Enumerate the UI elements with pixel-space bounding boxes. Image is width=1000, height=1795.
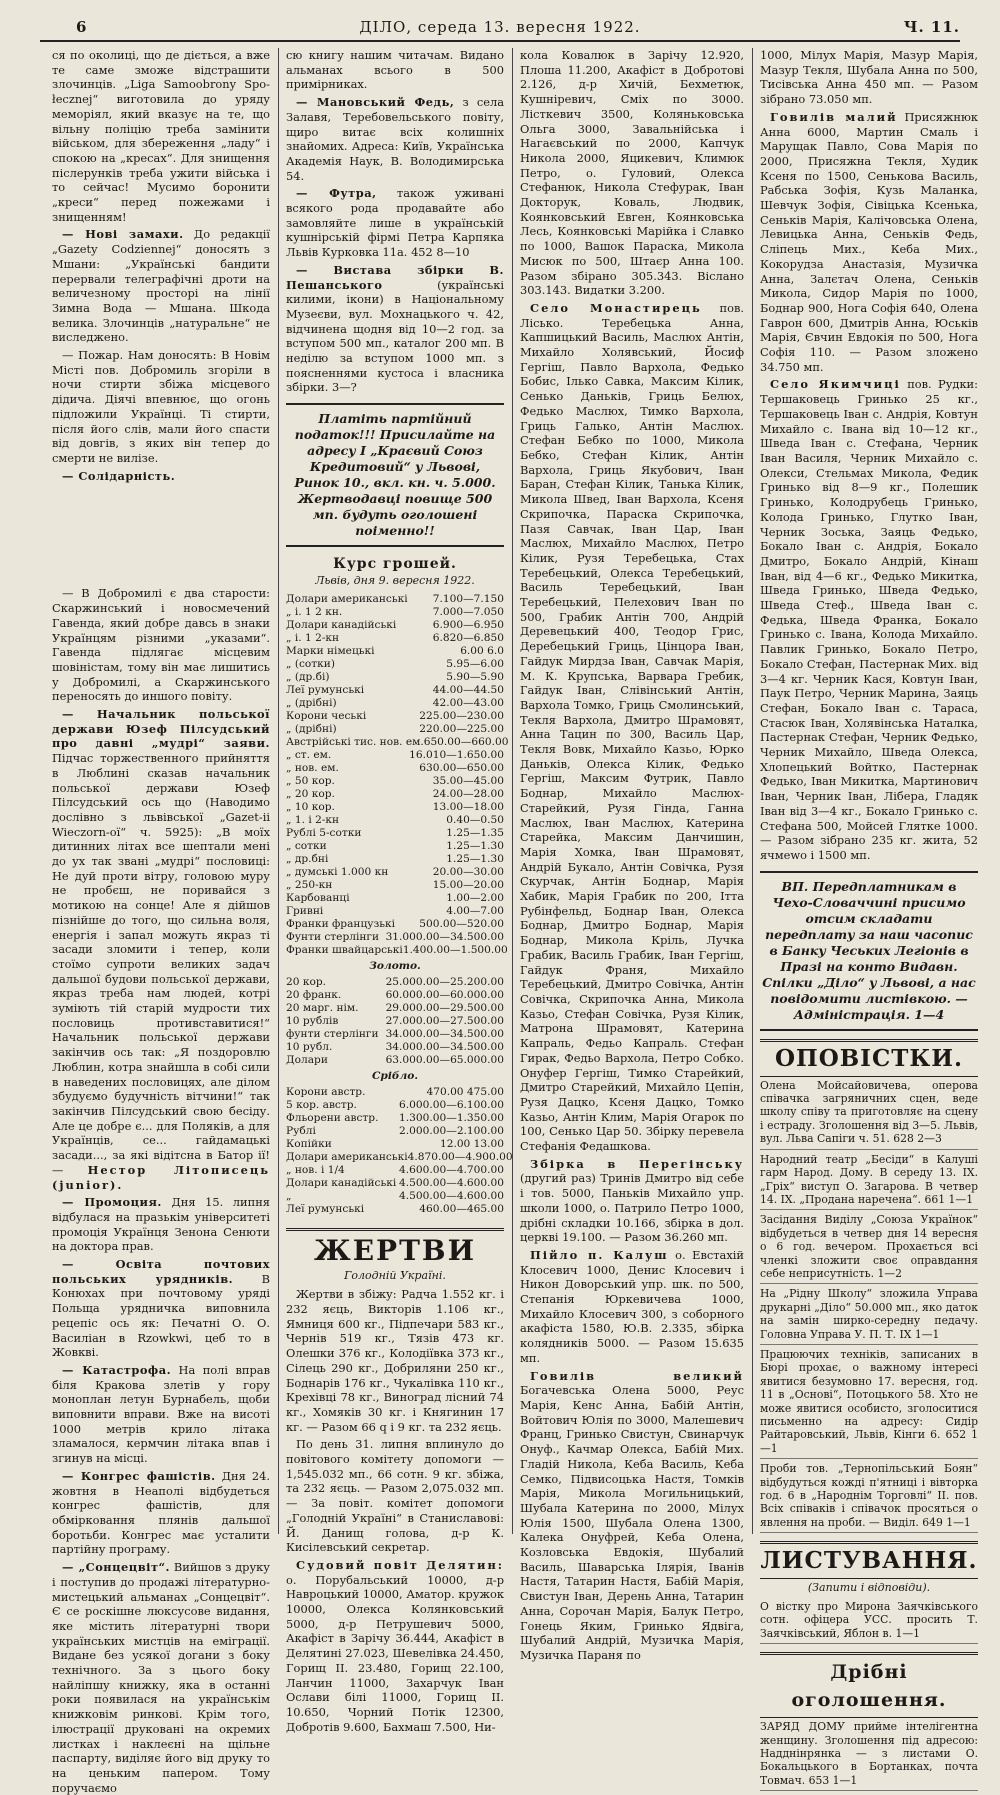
currency-rate: 1.00—2.00	[446, 891, 504, 904]
column-1	[52, 48, 270, 1795]
currency-rate: 225.00—230.00	[419, 709, 504, 722]
currency-rate: 4.870.00—4.900.00	[407, 1150, 513, 1163]
exchange-row	[286, 976, 504, 989]
currency-name: Гривні	[286, 904, 324, 917]
exchange-row	[286, 1002, 504, 1015]
currency-name: Долари американські	[286, 1150, 408, 1163]
currency-rate: 5.95—6.00	[446, 657, 504, 670]
exchange-row	[286, 632, 504, 645]
letter-entry: О вістку про Мирона Заячківського сотн. офіцера УСС. просить Т. Заячківський, Яблон в. 1—1	[760, 1600, 978, 1644]
exchange-row	[286, 943, 508, 957]
donations-yakymchytsi: Село Якимчиці пов. Рудки: Тершаковець Гринько 25 кг., Тершаковець Іван с. Андрія, Ковтун Михайло с. Івана від 10—12 кг., Шведа Іван с. Стефана, Черник Іван Василя, Черник Михайло с. Олекси, Стельмах Микола, Федик Гринько від 8—9 кг., Полешик Гринько, Колодрубець Гринько, Колода Гринько, Глутко Іван, Черник Зоська, Заяць Федько, Бокало Іван с. Андрія, Бокало Дмитро, Бокало Андрій, Кінаш Іван, від 4—6 кг., Федько Микитка, Шведа Гринько, Шведа Федько, Шведа Стеф., Шведа Іван с. Федька, Шведа Франка, Бокало Гринько с. Івана, Колода Михайло. Павлик Гринько, Бокало Петро, Бокало Стефан, Пастернак Мих. від 3—4 кг. Черник Кася, Ковтун Іван, Паук Петро, Черник Марина, Заяць Стефан, Бокало Іван с. Тараса, Стасюк Іван, Холявінська Наталка, Пастернак Стефан, Черник Федько, Черник Михайло, Шведа Олекса, Хлопецький Войтко, Пастернак Федько, Іван Микитка, Мартинович Іван, Черник Іван, Лібера, Гладяк Іван від 3—4 кг., Бокало Гринько с. Стефана 500, Мойсей Глятке 1000. — Разом зібрано 235 кг. жита, 52 ячмеwо і 1500 мп.	[760, 377, 978, 862]
currency-rate: 4.500.00—4.600.00	[399, 1176, 504, 1189]
article-sontsetsvit: — „Сонцецвіт“. Вийшов з друку і поступив до продажі літературно-мистецький альманах „Сонцецвіт“. Є се роскішне люксусове видання, яке містить літературні твори українських мистців на еміграції. Видане без усякої догани з боку технічного. За з цього боку найліпшу книжку, яка в останні роки появилася на українськім книжковім ринкові. Крім того, ілюстрації друковані на окремих листках і наклеєні на щільне паспарту, виділяє його від друку то на ценьким папером. Тому поручаємо	[52, 1560, 270, 1795]
exchange-row	[286, 1112, 504, 1125]
donations-piilo: Пійло п. Калуш о. Евстахій Клосевич 1000, Денис Клосевич і Никон Доворський упр. шк. по 500, Степанія Юркевичева 1000, Михайло Клосевич 300, з соборного акафіста 1580, Ю.В. 2.335, збірка колядників 5000. — Разом 15.635 мп.	[520, 1247, 744, 1365]
exchange-row	[286, 762, 504, 775]
notice-manovskyi: — Мановський Федь, з села Залавя, Теребовельського повіту, щиро витає всіх колишніх знайомих. Адреса: Київ, Українська Академія Наук, В. Володимирська 54.	[286, 95, 504, 183]
currency-rate: 29.000.00—29.500.00	[385, 1001, 504, 1014]
currency-name: Рублі	[286, 1124, 316, 1137]
currency-rate: 460.00—465.00	[419, 1202, 504, 1215]
currency-name: „ (сотки)	[286, 657, 335, 670]
column-divider	[752, 48, 753, 1534]
currency-rate: 1.400.00—1.500.00	[402, 943, 508, 956]
exchange-row	[286, 918, 504, 931]
exchange-row	[286, 710, 504, 723]
currency-name: Корони австр.	[286, 1085, 366, 1098]
gold-title: Золото.	[369, 959, 421, 972]
exchange-row	[286, 619, 504, 632]
exchange-row	[286, 775, 504, 788]
currency-rate: 1.25—1.30	[446, 852, 504, 865]
exchange-row	[286, 840, 504, 853]
currency-name: Франки французькі	[286, 917, 396, 930]
donations-hovyliv-malyi: Говилів малий Присяжнюк Анна 6000, Мартин Смаль і Марущак Павло, Сова Марія по 2000, Присяжна Текля, Худик Ксеня по 1500, Сенькова Василь, Рабська Зофія, Кузь Маланка, Шевчук Зофія, Сівіцька Ксенька, Сеньків Марія, Калічовська Олена, Левицька Анна, Сеньків Федь, Сліпець Мих., Кеба Мих., Кокорудза Анастазія, Музичка Анна, Залєтач Олена, Сеньків Микола, Сидор Марія по 1000, Боднар 900, Нога Софія 640, Олена Гаврон 600, Дмитрів Анна, Юськів Марія, Євчин Евдокія по 500, Нога Софія 110. — Разом зложено 34.750 мп.	[760, 109, 978, 374]
exchange-row	[286, 1203, 504, 1216]
currency-name: Корони чеські	[286, 709, 367, 722]
zhertvy-subheading: Голодній Україні.	[344, 1268, 446, 1282]
exchange-row	[286, 905, 504, 918]
party-tax-notice: Платіть партійний податок!!! Присилайте на адресу І „Краєвий Союз Кредитовий“ у Львові, Ринок 10., вкл. кн. ч. 5.000. Жертводавці повище 500 мп. будуть оголошені поіменно!!	[286, 403, 504, 547]
exchange-row	[286, 684, 504, 697]
currency-name: „ (дрібні)	[286, 696, 337, 709]
donations-grain: Жертви в збіжу: Радча 1.552 кг. і 232 яєць, Викторів 1.106 кг., Ямниця 600 кг., Підпечари 583 кг., Чернів 519 кг., Тязів 473 кг. Олешки 376 кг., Колодіївка 373 кг., Сілець 290 кг., Добриляни 250 кг., Боднарів 176 кг., Чукалівка 110 кг., Крехівці 78 кг., Виноград лісний 74 кг., Хомяків 30 кг. і Княгинин 17 кг. — Разом 66 q і 9 кг. та 232 яєць.	[286, 1287, 504, 1434]
column-4	[760, 48, 978, 1787]
donations-summary: По день 31. липня вплинуло до повітового комітету допомоги — 1,545.032 мп., 66 сотн. 9 кг. збіжа, та 232 яєць. — Разом 2,075.032 мп. — За повіт. комітет допомоги „Голодній Україні“ в Станиславові: Й. Данищ голова, д-р К. Кисілевський секретар.	[286, 1437, 504, 1555]
column-divider	[278, 48, 279, 1534]
currency-rate: 6.820—6.850	[432, 631, 504, 644]
currency-name: 10 рублів	[286, 1014, 339, 1027]
donations-text: кола Ковалюк в Зарічу 12.920, Плоша 11.200, Акафіст в Добротові 2.126, д-р Хичій, Бехметюк, Кушніревич, Сміх по 3000. Лісткевич 3500, Коляньковська Ольга 3000, Завальнійська і Нагаєвський по 2000, Капчук Никола 2000, Яцикевич, Климюк Петро, о. Гуловий, Олекса Стефанюк, Никола Стефурак, Іван Докторук, Коваль, Людвик, Коянковський Евген, Коянковська Лесь, Коянковські Марійка і Славко по 1000, Вашок Параска, Микола Мисюк по 500, Штаєр Анна 100. Разом збірано 305.343. Віслано 303.143. Видатки 3.200.	[520, 48, 744, 298]
currency-rate: 1.25—1.35	[446, 826, 504, 839]
currency-name: „ думські 1.000 кн	[286, 865, 389, 878]
currency-rate: 15.00—20.00	[432, 878, 504, 891]
exchange-table	[286, 592, 509, 957]
article-dobromyl: — В Добромилі є два старости: Скаржинський і новосмечений Гавенда, який добре давсь в знаки Українцям різними „указами“. Гавенда підлягає місцевим шовіністам, тому він має лишитись у Добромилі, а Скаржинського переносять до иншого повіту.	[52, 586, 270, 704]
masthead-date: ДІЛО, середа 13. вересня 1922.	[359, 18, 641, 36]
currency-name: 20 кор.	[286, 975, 326, 988]
silver-table	[286, 1085, 513, 1216]
donations-monastyrets: Село Монастирець пов. Лісько. Теребецька Анна, Капшицький Василь, Маслюх Антін, Михайло Холявський, Йосиф Гергіш, Павло Вархола, Федько Бобис, Ілько Савка, Максим Кілик, Сенько Даньків, Гриць Белюх, Федько Маслюх, Тимко Вархола, Гриць Галько, Антін Маслюх. Стефан Бебко по 1000, Микола Бебко, Стефан Кілик, Антін Вархола, Гриць Якубович, Іван Баран, Стефан Кілик, Танька Кілик, Микола Швед, Іван Вархола, Ксеня Скрипочка, Параска Скрипочка, Пазя Савчак, Іван Цар, Іван Маслюх, Михайло Маслюх, Петро Кілик, Рузя Теребецька, Стах Теребецький, Олекса Теребецький, Василь Теребецький, Іван Теребецький, Пелехович Іван по 500, Грабик Антін 700, Андрій Деревецький 400, Теодор Грис, Деребецький Гриць, Цінцора Іван, Гайдук Мирдза Іван, Савчак Марія, М. К. Крупська, Варвара Гребик, Гайдук Іван, Слівінський Антін, Вархола Томко, Гриць Смолинський, Текля Вархола, Дмитро Шрамовят, Анна Тацин по 300, Василь Цар, Текля Вовк, Михайло Казьо, Юрко Даньків, Олекса Кілик, Федько Гергіш, Максим Футрик, Павло Боднар, Михайло Маслюх-Старейкий, Рузя Гінда, Ганна Маслюх, Іван Маслюх, Катерина Старейка, Максим Данчишин, Марія Хомка, Іван Шрамовят, Андрій Букало, Антін Совічка, Рузя Скурчак, Антін Боднар, Марія Хабик, Марія Грабик по 200, Ітта Рубінфельд, Боднар Іван, Олекса Боднар, Дмитро Боднар, Марія Боднар, Микола Кріль, Лучка Грабик, Василь Грабик, Іван Гергіш, Гайдук Франя, Михайло Теребецький, Дмитро Совічка, Антін Совічка, Скрипочка Анна, Микола Казьо, Стефан Совічка, Рузя Кілик, Матрона Шрамовят, Катерина Капраль, Федьо Капраль. Стефан Гирак, Федьо Вархола, Петро Собко. Онуфер Гергіш, Тимко Старейкий, Дмитро Старейкий, Михайло Цепін, Рузя Дацко, Ксеня Дацко, Томко Казьо, Антін Клим, Марія Огарок по 100, Сенько Цар 50. Збірку перевела Стефанія Федашкова.	[520, 300, 744, 1154]
classified-entry: ЗАРЯД ДОМУ прийме інтелігентна женщину. Зголошення під адресою: Надднінрянка — з листами О. Бокальцького в Бортанках, почта Товмач. 653 1—1	[760, 1720, 978, 1791]
blank-space	[52, 486, 270, 586]
currency-name: „ і. 1 2 кн.	[286, 605, 343, 618]
currency-name: 10 рубл.	[286, 1040, 333, 1053]
currency-name: Фльорени австр.	[286, 1111, 379, 1124]
opovistky-heading: ОПОВІСТКИ.	[760, 1039, 978, 1077]
currency-name: Карбованці	[286, 891, 350, 904]
donations-text: 1000, Мілух Марія, Мазур Марія, Мазур Текля, Шубала Анна по 500, Тисівська Анна 450 мп. — Разом зібрано 73.050 мп.	[760, 48, 978, 107]
currency-rate: 63.000.00—65.000.00	[385, 1053, 504, 1066]
currency-name: Долари канадійські	[286, 1176, 397, 1189]
notice-exhibition: — Вистава збірки В. Пешанського (українські килими, ікони) в Національному Музеєви, вул. Мохнацького ч. 42, відчинена щодня від 10—2 год. за вступом 500 мп., каталог 200 мп. В неділю за вступом 1000 мп. з поясненнями кустоса і власника збірки. 3—?	[286, 262, 504, 395]
notice-entry: Олена Мойсайовичева, оперова співачка загряничних сцен, веде школу співу та приготовляє на сцену і естраду. Зголошення від 3—5. Львів, вул. Льва Сапіги ч. 51. 628 2—3	[760, 1079, 978, 1150]
article-catastrophe: — Катастрофа. На полі вправ біля Кракова злетів у гору моноплан летун Бурнабель, щоби виповнити вправи. Вже на висоті 1000 метрів крило літака зламалося, кермчин літака впав і згинув на місці.	[52, 1362, 270, 1466]
currency-name: „ 10 кор.	[286, 800, 335, 813]
currency-name: Долари	[286, 1053, 328, 1066]
currency-rate: 35.00—45.00	[432, 774, 504, 787]
currency-rate: 20.00—30.00	[432, 865, 504, 878]
exchange-row	[286, 1150, 513, 1164]
currency-rate: 6.900—6.950	[432, 618, 504, 631]
lystuvannia-subheading: (Запити і відповіди).	[807, 1581, 931, 1595]
exchange-row	[286, 1138, 504, 1151]
notice-entry: Народний театр „Бесіди“ в Калуші гарм Народ. Дому. В середу 13. IX. „Гріх“ виступ О. Загарова. В четвер 14. IX. „Продана наречена“. 661 1—1	[760, 1153, 978, 1211]
exchange-row	[286, 1164, 504, 1177]
currency-rate: 4.00—7.00	[446, 904, 504, 917]
currency-name: „ сотки	[286, 839, 327, 852]
article-postal: — Освіта почтових польських урядників. В Конюхах при почтовому уряді Польща урядничка виповнила рецепіс ось як: Печатні О. О. Василіан в Rzowkwi, цеб то в Жовкві.	[52, 1257, 270, 1360]
currency-rate: 60.000.00—60.000.00	[385, 988, 504, 1001]
currency-rate: 27.000.00—27.500.00	[385, 1014, 504, 1027]
currency-rate: 7.000—7.050	[432, 605, 504, 618]
exchange-date: Львів, дня 9. вересня 1922.	[315, 573, 475, 587]
zhertvy-heading: ЖЕРТВИ	[286, 1228, 504, 1267]
currency-name: Австрійські тис. нов. ем.	[286, 735, 424, 748]
column-2	[286, 48, 513, 1734]
currency-rate: 4.600.00—4.700.00	[399, 1163, 504, 1176]
currency-rate: 7.100—7.150	[432, 592, 504, 605]
lystuvannia-heading: ЛИСТУВАННЯ.	[760, 1541, 978, 1579]
currency-name: Леї румунські	[286, 683, 365, 696]
currency-name: „	[286, 1189, 292, 1202]
currency-name: „ др.бні	[286, 852, 329, 865]
currency-name: „ і. 1 2-кн	[286, 631, 340, 644]
exchange-row	[286, 931, 504, 944]
currency-rate: 220.00—225.00	[419, 722, 504, 735]
exchange-title: Курс грошей.	[333, 556, 457, 573]
notice-entry: На „Рідну Школу“ зложила Управа друкарні „Діло“ 50.000 мп., яко даток на замін ширко-середну педачу. Головна Управа У. П. Т. IX 1—1	[760, 1287, 978, 1345]
currency-name: Рублі 5-сотки	[286, 826, 362, 839]
exchange-row	[286, 723, 504, 736]
issue-number: Ч. 11.	[903, 18, 960, 36]
exchange-row	[286, 735, 509, 749]
exchange-row	[286, 788, 504, 801]
article-promotion: — Промоция. Дня 15. липня відбулася на празькім університеті промоція Українця Зенона Сенюти на доктора прав.	[52, 1195, 270, 1254]
article-pozhar: — Пожар. Нам доносять: В Новім Місті пов. Добромиль згоріли в ночи стирти збіжа місцевого дідича. Діячі впевнює, що огонь підложили Українці. Ті стирти, після його слів, мали його спасти від довгів, з яких він тепер до смерти не вилізе.	[52, 348, 270, 465]
article-pilsudski: — Начальник польської держави Юзеф Пілсудський про давні „мудрі“ заяви. Підчас торжественного прийняття в Люблині сказав начальник польської держави Юзеф Пілсудський ось що (Наводимо дослівно з львівської „Gazet-ii Wieczorn-oї“ ч. 5925): „В моїх дитинних літах все шептали мені до ух так звані „мудрі“ пословиці: Не дуй проти вітру, головою муру не пробєш, не поривайся з мотикою на сонце! Але я дійшов пізнійше до того, що сильна воля, енергія і запал можуть якраз ті засади зломити і тепер, коли стоїмо супроти великих задач дальшої будови польської держави, якраз треба нам людей, котрі зуміють тій старій мудрости тих пословиць противставитися!“ Начальник польської держави закінчив ось так: „Я поздоровлю Люблин, котра знайшла в собі сили в наведених пословицях, але ділом збудуємо будучність вітчини!“ так закінчив Пілсудський свою бесіду. Але це добре є... для Поляків, а для Українців, се... гайдамацькі засади..., за які відітсна в Батор ії! — Нестор Літописець (junior).	[52, 707, 270, 1192]
exchange-row	[286, 606, 504, 619]
currency-rate: 6.00 6.0	[460, 644, 504, 657]
article-nowi-zamahy: — Нові замахи. До редакції „Gazety Codziennej“ доносять з Мшани: „Українські бандити перервали телеграфічні дроти на величезному просторі на лінії Зимна Вода — Мшана. Шкода велика. Злочинців „натуральне“ не виследжено.	[52, 227, 270, 345]
exchange-row	[286, 671, 504, 684]
currency-rate: 24.00—28.00	[432, 787, 504, 800]
donations-deliatyn: Судовий повіт Делятин: о. Порубальський 10000, д-р Навроцький 10000, Аматор. кружок 10000, Олекса Колянковський 5000, д-р Петрушевич 5000, Акафіст в Зарічу 36.444, Акафіст в Делятині 27.023, Шевелівка 24.450, Горищ II. 23.480, Горищ 22.100, Ланчин 11000, Захарчук Іван Ослави білі 11000, Горищ II. 10.650, Чорний Потік 12300, Добротів 9.600, Бахмаш 7.500, Ни-	[286, 1557, 504, 1734]
currency-name: 5 кор. австр.	[286, 1098, 357, 1111]
page-header	[40, 14, 960, 42]
currency-rate: 44.00—44.50	[432, 683, 504, 696]
currency-rate: 31.000.00—34.500.00	[385, 930, 504, 943]
exchange-row	[286, 1028, 504, 1041]
currency-rate: 2.000.00—2.100.00	[399, 1124, 504, 1137]
currency-rate: 4.500.00—4.600.00	[399, 1189, 504, 1202]
currency-name: „ 250-кн	[286, 878, 333, 891]
currency-name: „ (др.бі)	[286, 670, 330, 683]
currency-name: фунти стерлінги	[286, 1027, 379, 1040]
exchange-row	[286, 879, 504, 892]
currency-name: Марки німецькі	[286, 644, 375, 657]
currency-name: „ нов. і 1/4	[286, 1163, 345, 1176]
page-number: 6	[76, 18, 88, 36]
exchange-row	[286, 1054, 504, 1067]
currency-rate: 34.000.00—34.500.00	[385, 1027, 504, 1040]
currency-name: „ 20 кор.	[286, 787, 335, 800]
currency-name: „ 1. і 2-кн	[286, 813, 340, 826]
currency-rate: 650.00—660.00	[423, 735, 509, 748]
exchange-row	[286, 1086, 504, 1099]
currency-rate: 630.00—650.00	[419, 761, 504, 774]
exchange-row	[286, 866, 504, 879]
currency-rate: 34.000.00—34.500.00	[385, 1040, 504, 1053]
column-divider	[512, 48, 513, 1534]
exchange-row	[286, 814, 504, 827]
classifieds-heading: Дрібні оголошення.	[760, 1652, 978, 1718]
exchange-row	[286, 853, 504, 866]
currency-name: „ нов. ем.	[286, 761, 339, 774]
gold-table	[286, 976, 504, 1067]
notice-entry: Працюючих техніків, записаних в Бюрі прохає, о важному інтересі явитися безумовно 17. вересня, год. 11 в „Основі“, Потоцького 58. Хто не може явитися особисто, зголоситися письменно на адресу: Сидір Райтаровський, Львів, Кінги 6. 652 1—1	[760, 1348, 978, 1459]
currency-name: Фунти стерлінги	[286, 930, 380, 943]
currency-name: Франки швайцарські	[286, 943, 403, 956]
exchange-row	[286, 892, 504, 905]
currency-name: „ (дрібні)	[286, 722, 337, 735]
exchange-row	[286, 1125, 504, 1138]
currency-rate: 12.00 13.00	[439, 1137, 504, 1150]
article-text: ся по околиці, що де діється, а вже те саме зможе відстрашити злочинців. „Liga Samoobrony Spo-łecznej“ виготовила до уряду меморіял, який вказує на те, що вільну поліцію треба замінити військом, для збереження „ладу“ і спокою на „кресах“. Для знищення післерунків треба ужити війська і то сейчас! Мусимо боронити „креси“ перед пожежами і знищенням!	[52, 48, 270, 224]
currency-rate: 42.00—43.00	[432, 696, 504, 709]
article-fascists: — Конгрес фашістів. Дня 24. жовтня в Неаполі відбудеться конгрес фашістів, для обмірковання плянів дальшої боротьби. Конгрес має усталити партійну програму.	[52, 1468, 270, 1557]
exchange-row	[286, 1177, 504, 1190]
exchange-row	[286, 989, 504, 1002]
exchange-row	[286, 1015, 504, 1028]
currency-name: Долари американські	[286, 592, 408, 605]
currency-rate: 0.40—0.50	[446, 813, 504, 826]
exchange-row	[286, 1190, 504, 1203]
currency-rate: 16.010—1.650.00	[409, 748, 504, 761]
currency-rate: 13.00—18.00	[432, 800, 504, 813]
ad-furs: — Футра, також уживані всякого рода продавайте або замовляйте лише в українській кушнірській фірмі Петра Карпяка Львів Курковка 11а. 452 8—10	[286, 186, 504, 260]
exchange-row	[286, 1099, 504, 1112]
section-signature: — Солідарність.	[62, 468, 176, 483]
donations-perehinsk: Збірка в Перегінську (другий раз) Тринів Дмитро від себе і тов. 5000, Паньків Михайло упр. школи 1000, о. Патрило Петро 1000, дрібні складки 10.166, збірка в дол. церкві 19.100. — Разом 36.260 мп.	[520, 1156, 744, 1245]
exchange-row	[286, 1041, 504, 1054]
currency-rate: 5.90—5.90	[446, 670, 504, 683]
column-3	[520, 48, 744, 1662]
silver-title: Срібло.	[371, 1069, 419, 1082]
currency-rate: 470.00 475.00	[426, 1085, 504, 1098]
currency-name: Долари канадійські	[286, 618, 397, 631]
currency-name: „ 50 кор.	[286, 774, 335, 787]
exchange-row	[286, 749, 504, 762]
currency-name: 20 марг. нім.	[286, 1001, 359, 1014]
exchange-row	[286, 593, 504, 606]
notice-entry: Проби тов. „Тернопільський Боян“ відбудуться кожді п'ятниці і вівторка год. 6 в „Народнім Торговлі“ II. пов. Всіх співаків і співачок просяться о явлення на проби. — Виділ. 649 1—1	[760, 1462, 978, 1533]
exchange-row	[286, 658, 504, 671]
currency-rate: 25.000.00—25.200.00	[385, 975, 504, 988]
currency-rate: 1.25—1.30	[446, 839, 504, 852]
notice-entry: Засідання Виділу „Союза Українок“ відбудеться в четвер дня 14 вересня о 6 год. вечером. Прохається всі членкі зложити своє оправдання себе неприсутність. 1—2	[760, 1213, 978, 1284]
exchange-row	[286, 645, 504, 658]
article-text: сю книгу нашим читачам. Видано альманах всього в 500 примірниках.	[286, 48, 504, 92]
currency-name: Копійки	[286, 1137, 332, 1150]
subscription-notice: ВП. Передплатникам в Чехо-Словаччині присимо отсим складати передплату за наш часопис в Банку Чеських Легіонів в Празі на конто Видавн. Спілки „Діло“ у Львові, а нас повідомити листівкою. — Адміністрація. 1—4	[760, 871, 978, 1031]
currency-name: „ ст. ем.	[286, 748, 332, 761]
currency-rate: 6.000.00—6.100.00	[399, 1098, 504, 1111]
currency-name: Леї румунські	[286, 1202, 365, 1215]
donations-hovyliv-velykyi: Говилів великий Богачевська Олена 5000, Реус Марія, Кенс Анна, Бабій Антін, Войтович Юлія по 3000, Малешевич Франц, Гринько Свистун, Свинарчук Онуф., Качмар Олекса, Бабій Мих. Гладій Никола, Кеба Василь, Кеба Семко, Підвисоцька Настя, Томків Марія, Микола Могильницький, Шубала Катерина по 2000, Мілух Юлія 1500, Шубала Олена 1300, Калека Онуфрей, Кеба Олена, Козловська Евдокія, Шубалий Василь, Шаварська Ілярія, Іванів Настя, Татарин Настя, Бабій Марія, Свистун Іван, Дерень Анна, Татарин Анна, Сорочан Марія, Балук Петро, Гонець Яким, Гринько Ядвіга, Шубалий Андрій, Музичка Марія, Музичка Параня по	[520, 1368, 744, 1662]
exchange-row	[286, 697, 504, 710]
currency-name: 20 франк.	[286, 988, 342, 1001]
currency-rate: 1.300.00—1.350.00	[399, 1111, 504, 1124]
exchange-row	[286, 827, 504, 840]
exchange-row	[286, 801, 504, 814]
currency-rate: 500.00—520.00	[419, 917, 504, 930]
